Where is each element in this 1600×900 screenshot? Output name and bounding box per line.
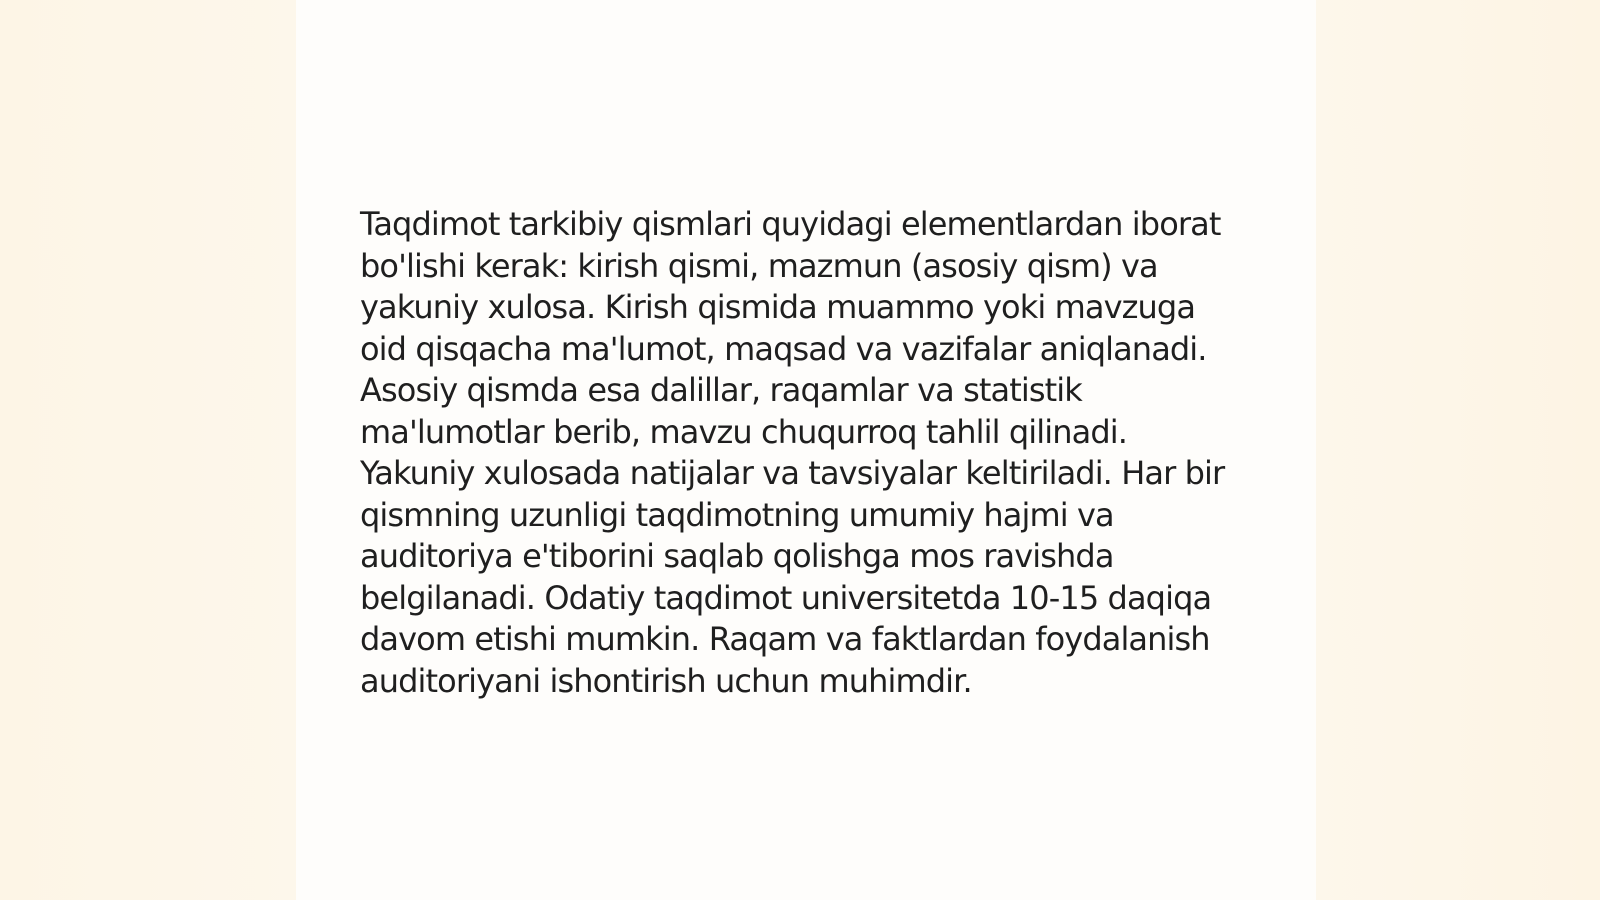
left-margin bbox=[0, 0, 296, 900]
slide-body-text: Taqdimot tarkibiy qismlari quyidagi elementlardan iborat bo'lishi kerak: kirish qismi, mazmun (asosiy qism) va yakuniy xulosa. Kirish qismida muammo yoki mavzuga oid qisqacha ma'lumot, maqsad va vazifalar aniqlanadi. Asosiy qismda esa dalillar, raqamlar va statistik ma'lumotlar berib, mavzu chuqurroq tahlil qilinadi. Yakuniy xulosada natijalar va tavsiyalar keltiriladi. Har bir qismning uzunligi taqdimotning umumiy hajmi va auditoriya e'tiborini saqlab qolishga mos ravishda belgilanadi. Odatiy taqdimot universitetda 10-15 daqiqa davom etishi mumkin. Raqam va faktlardan foydalanish auditoriyani ishontirish uchun muhimdir. bbox=[360, 205, 1225, 700]
right-margin bbox=[1316, 0, 1600, 900]
slide bbox=[296, 0, 1316, 900]
